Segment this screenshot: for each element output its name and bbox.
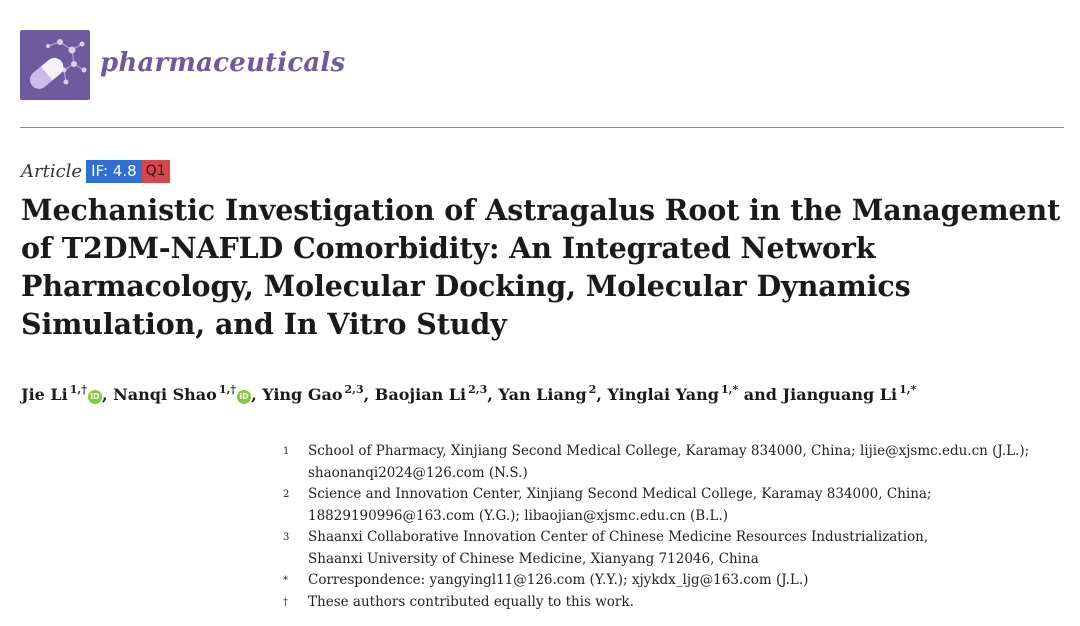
title-line: Pharmacology, Molecular Docking, Molecular Dynamics <box>21 269 911 303</box>
affiliation-mark: * <box>283 575 288 586</box>
author-separator: and <box>738 385 783 404</box>
article-type-label: Article <box>21 160 83 182</box>
affiliation-list <box>283 441 1073 613</box>
affiliation-mark: † <box>283 596 288 608</box>
author[interactable] <box>113 385 251 404</box>
note-line: These authors contributed equally to this work. <box>308 593 634 610</box>
affiliation-line: Shaanxi University of Chinese Medicine, Xianyang 712046, China <box>308 550 759 567</box>
affiliation-line: 18829190996@163.com (Y.G.); libaojian@xjsmc.edu.cn (B.L.) <box>308 507 728 524</box>
author-name: Yinglai Yang <box>607 385 719 404</box>
title-line: Mechanistic Investigation of Astragalus Root in the Management <box>21 193 1061 227</box>
affiliation-mark: 2 <box>283 489 290 500</box>
affiliation-line: School of Pharmacy, Xinjiang Second Medical College, Karamay 834000, China; lijie@xjsmc.edu.cn (J.L.); <box>308 443 1030 459</box>
affiliation-mark: 1 <box>283 446 290 457</box>
author-name: Nanqi Shao <box>113 385 217 404</box>
affiliation-item <box>283 527 1073 570</box>
affiliation-line: Science and Innovation Center, Xinjiang Second Medical College, Karamay 834000, China; <box>308 486 932 502</box>
author-name: Jie Li <box>21 385 68 404</box>
affiliation-line: Shaanxi Collaborative Innovation Center of Chinese Medicine Resources Industrialization, <box>308 529 929 545</box>
correspondence-item <box>283 570 1073 592</box>
equal-contribution-note <box>283 592 1073 614</box>
author-separator: , <box>487 385 499 404</box>
orcid-icon[interactable]: iD <box>237 390 251 404</box>
quartile-badge: Q1 <box>142 160 170 183</box>
author-affiliation-sup: 2,3 <box>344 383 364 396</box>
affiliation-line: shaonanqi2024@126.com (N.S.) <box>308 464 528 481</box>
correspondence-line[interactable]: Correspondence: yangyingl11@126.com (Y.Y.); xjykdx_ljg@163.com (J.L.) <box>308 572 809 588</box>
author[interactable] <box>607 385 738 404</box>
author[interactable] <box>375 385 487 404</box>
author-name: Baojian Li <box>374 385 467 404</box>
author-affiliation-sup: 2 <box>588 383 597 396</box>
journal-name[interactable]: pharmaceuticals <box>100 48 346 78</box>
author-affiliation-sup: 1,† <box>218 383 237 396</box>
author-name: Jianguang Li <box>782 385 898 404</box>
author[interactable] <box>262 385 363 404</box>
title-line: Simulation, and In Vitro Study <box>21 307 507 341</box>
author-affiliation-sup: 2,3 <box>468 383 488 396</box>
author[interactable] <box>783 385 917 404</box>
author-name: Yan Liang <box>498 385 587 404</box>
author-affiliation-sup: 1,* <box>720 383 739 396</box>
author-separator: , <box>363 385 375 404</box>
author[interactable] <box>498 385 596 404</box>
pill-molecule-icon <box>20 30 90 100</box>
header-divider <box>20 127 1064 128</box>
affiliation-mark: 3 <box>283 532 290 543</box>
author-separator: , <box>596 385 608 404</box>
affiliation-item <box>283 441 1073 484</box>
article-meta-row <box>21 158 170 184</box>
affiliation-item <box>283 484 1073 527</box>
article-title <box>21 191 1071 343</box>
author[interactable] <box>21 385 102 404</box>
impact-factor-badge: IF: 4.8 <box>86 160 142 183</box>
title-line: of T2DM-NAFLD Comorbidity: An Integrated Network <box>21 231 876 265</box>
author-name: Ying Gao <box>262 385 343 404</box>
author-affiliation-sup: 1,* <box>899 383 917 396</box>
author-list <box>21 377 1071 408</box>
author-affiliation-sup: 1,† <box>69 383 87 396</box>
author-separator: , <box>101 385 114 404</box>
orcid-icon[interactable]: iD <box>88 390 102 404</box>
journal-logo <box>20 30 90 100</box>
author-separator: , <box>251 385 263 404</box>
